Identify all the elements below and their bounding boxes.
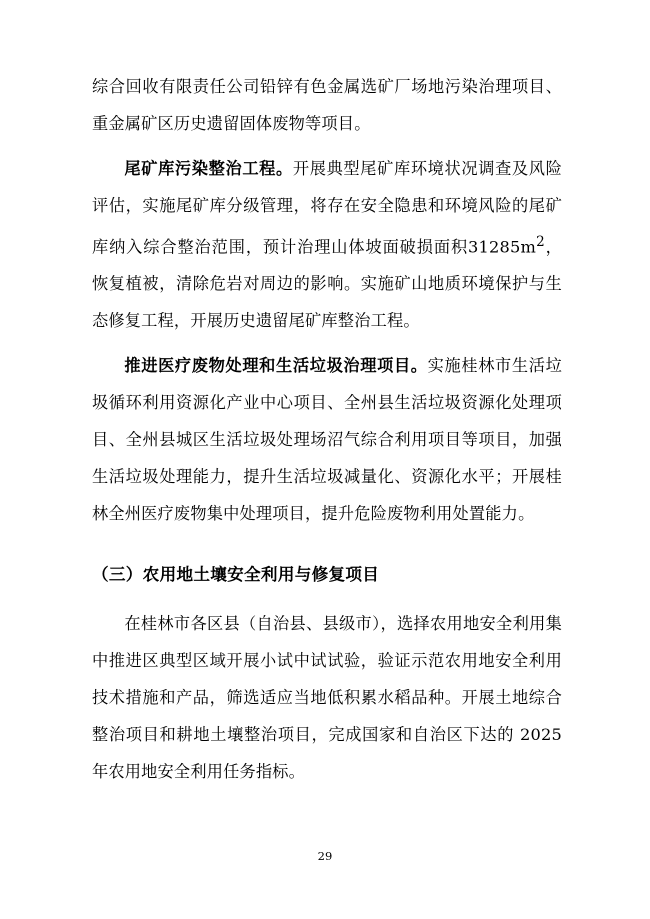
spacer (92, 597, 562, 605)
section-heading: （三）农用地土壤安全利用与修复项目 (92, 564, 380, 585)
paragraph-tailings-body-after: ，恢复植被，清除危岩对周边的影响。实施矿山地质环境保护与生态修复工程，开展历史遗留尾矿库整治工程。 (92, 237, 562, 331)
spacer (92, 339, 562, 347)
paragraph-medical-waste (92, 347, 562, 532)
paragraph-continued: 综合回收有限责任公司铅锌有色金属选矿厂场地污染治理项目、重金属矿区历史遗留固体废物等项目。 (92, 77, 562, 133)
paragraph-tailings-treatment (92, 150, 562, 339)
paragraph-medical-waste-body: 实施桂林市生活垃圾循环利用资源化产业中心项目、全州县生活垃圾资源化处理项目、全州县城区生活垃圾处理场沼气综合利用项目等项目，加强生活垃圾处理能力，提升生活垃圾减量化、资源化水平；开展桂林全州医疗废物集中处理项目，提升危险废物利用处置能力。 (92, 356, 562, 524)
paragraph-tailings-body-before: 开展典型尾矿库环境状况调查及风险评估，实施尾矿库分级管理，将存在安全隐患和环境风险的尾矿库纳入综合整治范围，预计治理山体坡面破损面积31285m (92, 159, 563, 257)
superscript-square: 2 (536, 234, 545, 250)
spacer (92, 142, 562, 150)
spacer (92, 532, 562, 544)
page-number: 29 (317, 849, 333, 863)
paragraph-lead-medical-waste: 推进医疗废物处理和生活垃圾治理项目。 (124, 356, 428, 376)
paragraph-lead-tailings: 尾矿库污染整治工程。 (124, 159, 293, 178)
paragraph-farmland-safe-use: 在桂林市各区县（自治县、县级市），选择农用地安全利用集中推进区典型区域开展小试中试试验，验证示范农用地安全利用技术措施和产品，筛选适应当地低积累水稻品种。开展土地综合整治项目和耕地土壤整治项目，完成国家和自治区下达的 2025 年农用地安全利用任务指标。 (92, 614, 568, 782)
